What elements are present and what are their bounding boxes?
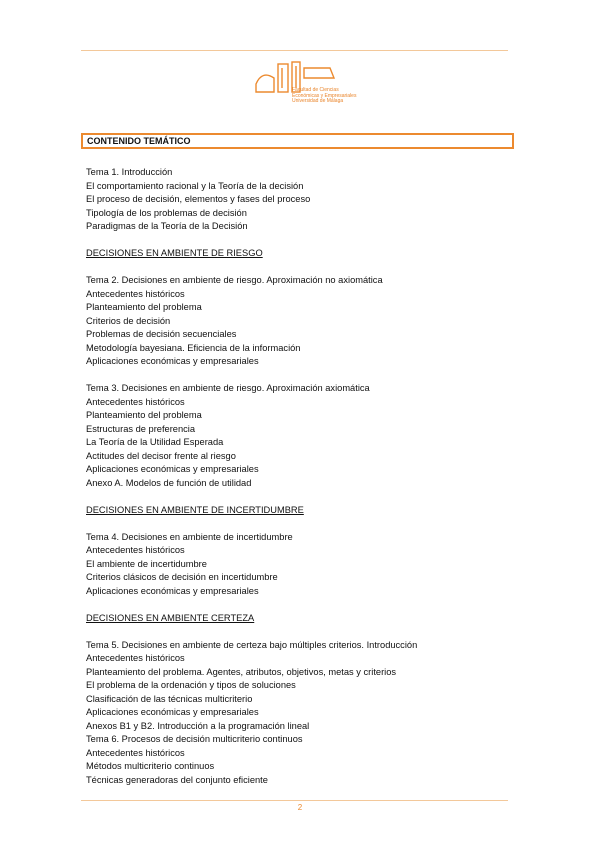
logo-line: Universidad de Málaga	[292, 98, 344, 104]
topic-item: Métodos multicriterio continuos	[86, 761, 215, 771]
topic-title: Tema 3. Decisiones en ambiente de riesgo. Aproximación axiomática	[86, 383, 370, 393]
topic-item: Antecedentes históricos	[86, 288, 185, 299]
section-heading: DECISIONES EN AMBIENTE CERTEZA	[86, 612, 255, 623]
topic-item: Antecedentes históricos	[86, 653, 185, 663]
bottom-rule	[81, 800, 508, 801]
topic-item: Antecedentes históricos	[86, 545, 185, 555]
section-heading: DECISIONES EN AMBIENTE DE RIESGO	[86, 248, 263, 258]
top-rule	[81, 50, 508, 51]
topic-content	[86, 166, 526, 787]
topic-item: El problema de la ordenación y tipos de soluciones	[86, 680, 296, 690]
topic-item: Actitudes del decisor frente al riesgo	[86, 450, 236, 461]
topic-item: Antecedentes históricos	[86, 396, 185, 407]
topic-item: Tema 6. Procesos de decisión multicriterio continuos	[86, 734, 303, 744]
topic-item: Aplicaciones económicas y empresariales	[86, 585, 259, 596]
topic-item: Técnicas generadoras del conjunto eficiente	[86, 774, 268, 785]
topic-item: La Teoría de la Utilidad Esperada	[86, 437, 224, 447]
block-gap	[86, 517, 526, 531]
topic-item: Aplicaciones económicas y empresariales	[86, 356, 259, 366]
topic-item: Anexos B1 y B2. Introducción a la programación lineal	[86, 720, 310, 731]
topic-item: Clasificación de las técnicas multicriterio	[86, 693, 253, 704]
topic-item: El comportamiento racional y la Teoría de la decisión	[86, 180, 304, 191]
topic-item: Anexo A. Modelos de función de utilidad	[86, 477, 252, 488]
topic-item: Tipología de los problemas de decisión	[86, 207, 247, 218]
topic-item: Antecedentes históricos	[86, 747, 185, 758]
section-heading: DECISIONES EN AMBIENTE DE INCERTIDUMBRE	[86, 504, 304, 515]
logo-line: Económicas y Empresariales	[292, 92, 357, 99]
topic-title: Tema 1. Introducción	[86, 167, 173, 177]
topic-item: Planteamiento del problema	[86, 410, 202, 420]
topic-item: Metodología bayesiana. Eficiencia de la información	[86, 342, 301, 353]
block-gap	[86, 369, 526, 383]
section-title: CONTENIDO TEMÁTICO	[81, 133, 514, 149]
block-gap	[86, 598, 526, 612]
block-gap	[86, 490, 526, 504]
topic-item: Planteamiento del problema. Agentes, atributos, objetivos, metas y criterios	[86, 666, 397, 677]
topic-title: Tema 2. Decisiones en ambiente de riesgo. Aproximación no axiomática	[86, 275, 383, 285]
page-number: 2	[297, 803, 303, 812]
block-gap	[86, 234, 526, 248]
logo-text	[292, 88, 356, 105]
topic-item: Criterios de decisión	[86, 315, 171, 326]
topic-title: Tema 5. Decisiones en ambiente de certeza bajo múltiples criterios. Introducción	[86, 639, 418, 650]
topic-item: El ambiente de incertidumbre	[86, 558, 207, 569]
topic-item: Estructuras de preferencia	[86, 423, 196, 434]
block-gap	[86, 261, 526, 275]
block-gap	[86, 625, 526, 639]
topic-item: Problemas de decisión secuenciales	[86, 329, 237, 339]
topic-item: Aplicaciones económicas y empresariales	[86, 464, 259, 474]
topic-item: Aplicaciones económicas y empresariales	[86, 707, 259, 717]
logo-line: Facultad de Ciencias	[292, 87, 339, 93]
topic-item: Planteamiento del problema	[86, 302, 202, 312]
topic-item: Criterios clásicos de decisión en incertidumbre	[86, 572, 278, 582]
topic-item: El proceso de decisión, elementos y fases del proceso	[86, 194, 311, 204]
topic-item: Paradigmas de la Teoría de la Decisión	[86, 221, 248, 231]
topic-title: Tema 4. Decisiones en ambiente de incertidumbre	[86, 531, 293, 542]
